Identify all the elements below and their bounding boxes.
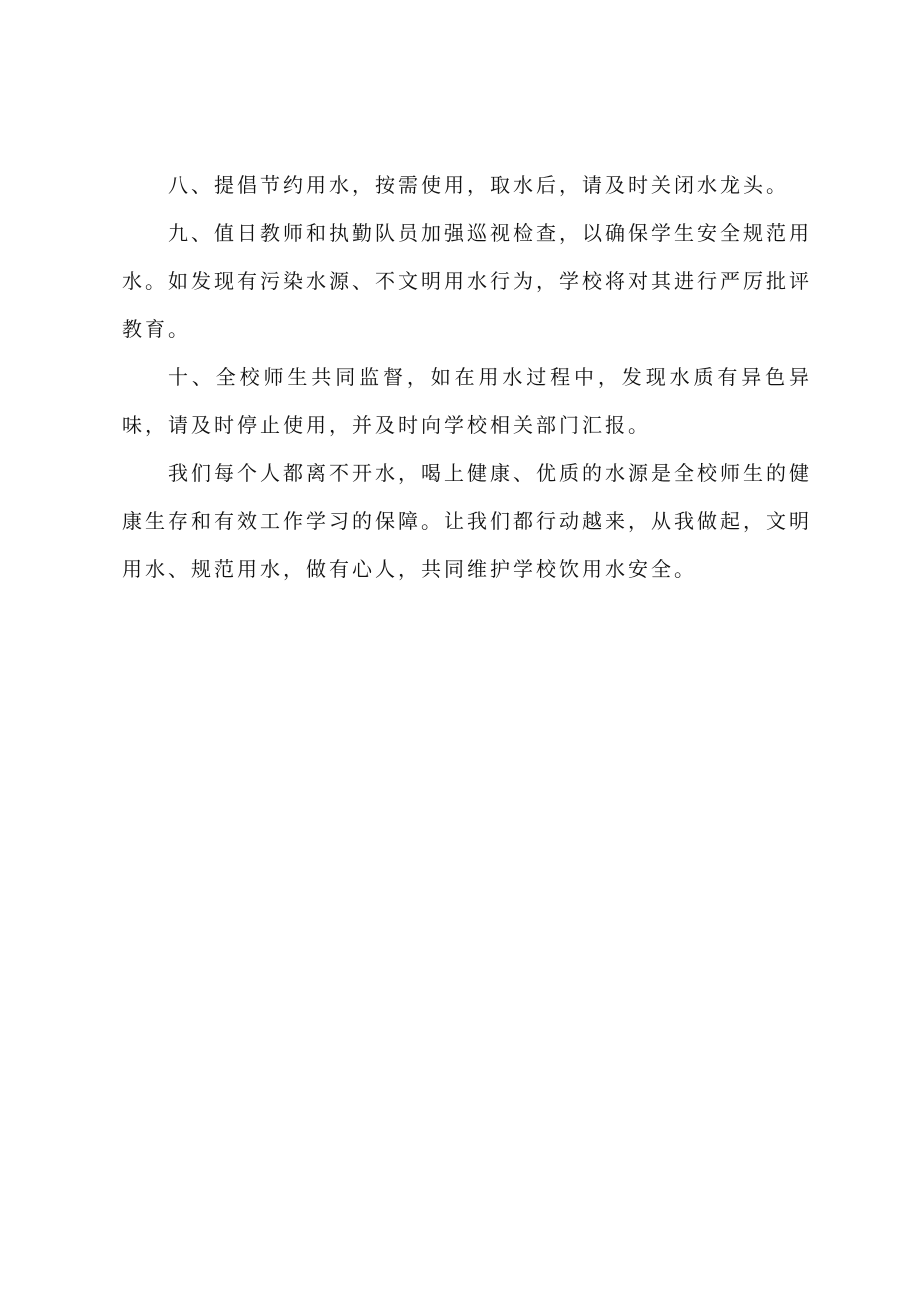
paragraph-9: 九、值日教师和执勤队员加强巡视检查，以确保学生安全规范用水。如发现有污染水源、不文明用水行为，学校将对其进行严厉批评教育。 <box>122 221 812 341</box>
paragraph-8: 八、提倡节约用水，按需使用，取水后，请及时关闭水龙头。 <box>168 173 789 197</box>
document-body <box>122 161 812 593</box>
paragraph-10: 十、全校师生共同监督，如在用水过程中，发现水质有异色异味，请及时停止使用，并及时向学校相关部门汇报。 <box>122 365 812 437</box>
closing-paragraph: 我们每个人都离不开水，喝上健康、优质的水源是全校师生的健康生存和有效工作学习的保障。让我们都行动越来，从我做起，文明用水、规范用水，做有心人，共同维护学校饮用水安全。 <box>122 461 812 581</box>
